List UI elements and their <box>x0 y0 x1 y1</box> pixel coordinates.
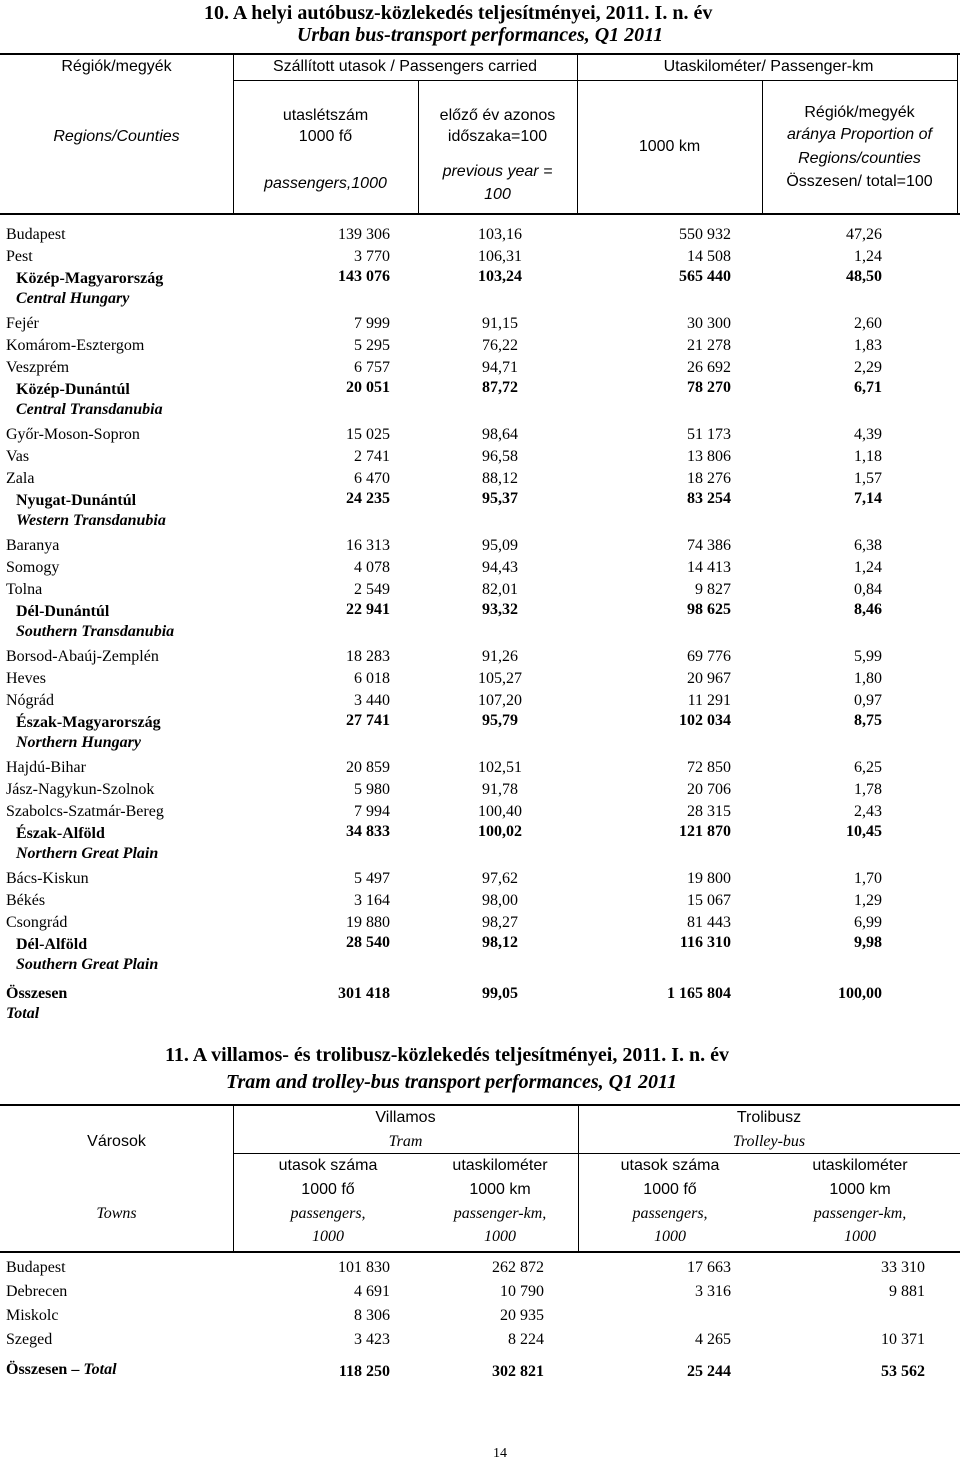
passengers-value: 28 540 <box>346 934 390 951</box>
row-name: Békés <box>6 892 46 909</box>
passengers-value: 19 880 <box>346 914 390 931</box>
tram-pkm-header-hu: utaskilométer <box>452 1157 548 1174</box>
passengers-value: 20 859 <box>346 759 390 776</box>
index-value: 105,27 <box>478 670 522 687</box>
passenger-km-value: 121 870 <box>679 823 731 840</box>
total-v1: 301 418 <box>338 985 390 1002</box>
proportion-value: 48,50 <box>846 268 882 285</box>
passengers-value: 22 941 <box>346 601 390 618</box>
row-name: Nyugat-Dunántúl <box>16 492 137 509</box>
passenger-km-value: 30 300 <box>687 315 731 332</box>
total-v2: 99,05 <box>482 985 518 1002</box>
trolley-passenger-km-value: 33 310 <box>881 1259 925 1276</box>
tram-passengers-value: 8 306 <box>354 1307 390 1324</box>
trolley-pkm-header-en1: passenger-km, <box>813 1205 907 1222</box>
index-value: 100,40 <box>478 803 522 820</box>
row-name-en: Northern Hungary <box>16 734 141 751</box>
passenger-km-value: 28 315 <box>687 803 731 820</box>
col2-header-hu2: időszaka=100 <box>447 128 548 145</box>
page-number: 14 <box>493 1446 507 1461</box>
passengers-value: 139 306 <box>338 226 390 243</box>
total-label-en: Total <box>6 1005 40 1022</box>
index-value: 95,37 <box>482 490 518 507</box>
row-name: Baranya <box>6 537 60 554</box>
tram-passengers-value: 101 830 <box>338 1259 390 1276</box>
proportion-value: 6,71 <box>854 379 882 396</box>
towns-header-en: Towns <box>96 1205 137 1222</box>
col4-header-l4: Összesen/ total=100 <box>786 173 933 190</box>
tram-passenger-km-value: 10 790 <box>500 1283 544 1300</box>
row-name: Pest <box>6 248 33 265</box>
row-name-en: Southern Transdanubia <box>16 623 175 640</box>
col2-header-hu1: előző év azonos <box>439 107 556 124</box>
row-name: Bács-Kiskun <box>6 870 89 887</box>
proportion-value: 47,26 <box>846 226 882 243</box>
proportion-value: 9,98 <box>854 934 882 951</box>
trolley-passenger-km-value: 9 881 <box>889 1283 925 1300</box>
proportion-value: 1,83 <box>854 337 882 354</box>
tram-header-en: Tram <box>388 1133 423 1150</box>
proportion-value: 6,38 <box>854 537 882 554</box>
town-name: Miskolc <box>6 1307 59 1324</box>
col3-header: 1000 km <box>638 138 701 155</box>
row-name: Dél-Dunántúl <box>16 603 110 620</box>
town-name: Budapest <box>6 1259 66 1276</box>
row-name: Közép-Dunántúl <box>16 381 130 398</box>
index-value: 91,26 <box>482 648 518 665</box>
row-name: Heves <box>6 670 46 687</box>
passengers-value: 15 025 <box>346 426 390 443</box>
passenger-km-value: 51 173 <box>687 426 731 443</box>
trolley-header-hu: Trolibusz <box>736 1109 802 1126</box>
towns-header-hu: Városok <box>87 1133 146 1150</box>
passenger-km-value: 102 034 <box>679 712 731 729</box>
town-name: Debrecen <box>6 1283 68 1300</box>
col1-header-unit: 1000 fő <box>298 128 353 145</box>
row-name: Dél-Alföld <box>16 936 88 953</box>
tram-passengers-value: 3 423 <box>354 1331 390 1348</box>
tram-passengers-value: 4 691 <box>354 1283 390 1300</box>
proportion-value: 0,97 <box>854 692 882 709</box>
passengers-value: 5 497 <box>354 870 390 887</box>
t11-total-v3: 25 244 <box>687 1363 731 1380</box>
index-value: 106,31 <box>478 248 522 265</box>
passengers-value: 7 999 <box>354 315 390 332</box>
row-name: Csongrád <box>6 914 68 931</box>
index-value: 98,12 <box>482 934 518 951</box>
passengers-group-header: Szállított utasok / Passengers carried <box>272 58 538 75</box>
proportion-value: 1,18 <box>854 448 882 465</box>
trolley-passengers-value: 3 316 <box>695 1283 731 1300</box>
passenger-km-value: 11 291 <box>687 692 731 709</box>
row-name-en: Central Transdanubia <box>16 401 163 418</box>
t11-total-v4: 53 562 <box>881 1363 925 1380</box>
trolley-pkm-header-hu: utaskilométer <box>812 1157 908 1174</box>
trolley-passengers-value: 17 663 <box>687 1259 731 1276</box>
passenger-km-value: 83 254 <box>687 490 731 507</box>
passenger-km-value: 20 967 <box>687 670 731 687</box>
row-name: Győr-Moson-Sopron <box>6 426 140 443</box>
proportion-value: 6,99 <box>854 914 882 931</box>
passenger-km-value: 74 386 <box>687 537 731 554</box>
proportion-value: 1,24 <box>854 559 882 576</box>
index-value: 98,64 <box>482 426 518 443</box>
passengers-value: 18 283 <box>346 648 390 665</box>
passenger-km-value: 19 800 <box>687 870 731 887</box>
passenger-km-value: 26 692 <box>687 359 731 376</box>
total-label: Összesen <box>6 985 68 1002</box>
row-name-en: Central Hungary <box>16 290 130 307</box>
passenger-km-value: 81 443 <box>687 914 731 931</box>
passenger-km-value: 14 508 <box>687 248 731 265</box>
index-value: 98,00 <box>482 892 518 909</box>
proportion-value: 5,99 <box>854 648 882 665</box>
passenger-km-value: 98 625 <box>687 601 731 618</box>
row-name: Jász-Nagykun-Szolnok <box>6 781 155 798</box>
passenger-km-value: 18 276 <box>687 470 731 487</box>
row-name: Fejér <box>6 315 39 332</box>
index-value: 95,09 <box>482 537 518 554</box>
tram-pass-header-hu: utasok száma <box>278 1157 378 1174</box>
t11-total-label-en: Total <box>83 1361 117 1378</box>
trolley-pass-header-hu: utasok száma <box>620 1157 720 1174</box>
row-name: Nógrád <box>6 692 54 709</box>
col4-header-l2: aránya Proportion of <box>787 126 932 143</box>
passenger-km-value: 20 706 <box>687 781 731 798</box>
passenger-km-value: 13 806 <box>687 448 731 465</box>
proportion-value: 1,57 <box>854 470 882 487</box>
index-value: 94,43 <box>482 559 518 576</box>
t11-total-label <box>6 1361 117 1379</box>
index-value: 98,27 <box>482 914 518 931</box>
row-name-en: Northern Great Plain <box>16 845 159 862</box>
t11-total-v1: 118 250 <box>338 1363 390 1380</box>
trolley-pass-header-en2: 1000 <box>654 1228 686 1245</box>
passengers-value: 3 770 <box>354 248 390 265</box>
proportion-value: 8,46 <box>854 601 882 618</box>
row-name: Szabolcs-Szatmár-Bereg <box>6 803 164 820</box>
passenger-km-value: 78 270 <box>687 379 731 396</box>
passengers-value: 2 549 <box>354 581 390 598</box>
passengers-value: 3 440 <box>354 692 390 709</box>
proportion-value: 2,43 <box>854 803 882 820</box>
passengers-value: 6 757 <box>354 359 390 376</box>
row-name: Budapest <box>6 226 66 243</box>
index-value: 82,01 <box>482 581 518 598</box>
proportion-value: 1,70 <box>854 870 882 887</box>
row-name: Hajdú-Bihar <box>6 759 86 776</box>
passengers-value: 6 018 <box>354 670 390 687</box>
proportion-value: 1,29 <box>854 892 882 909</box>
col2-header-en1: previous year = <box>442 163 553 180</box>
trolley-passenger-km-value: 10 371 <box>881 1331 925 1348</box>
total-v4: 100,00 <box>838 985 882 1002</box>
index-value: 94,71 <box>482 359 518 376</box>
total-v3: 1 165 804 <box>667 985 731 1002</box>
trolley-pkm-header-en2: 1000 <box>844 1228 876 1245</box>
tram-passenger-km-value: 8 224 <box>508 1331 544 1348</box>
index-value: 88,12 <box>482 470 518 487</box>
passengers-value: 6 470 <box>354 470 390 487</box>
index-value: 103,24 <box>478 268 522 285</box>
col4-header-l1: Régiók/megyék <box>804 104 915 121</box>
passengers-value: 24 235 <box>346 490 390 507</box>
passengers-value: 20 051 <box>346 379 390 396</box>
index-value: 91,78 <box>482 781 518 798</box>
passengers-value: 5 980 <box>354 781 390 798</box>
tram-pkm-header-en1: passenger-km, <box>453 1205 547 1222</box>
passengers-value: 2 741 <box>354 448 390 465</box>
row-name-en: Southern Great Plain <box>16 956 159 973</box>
index-value: 102,51 <box>478 759 522 776</box>
tram-passenger-km-value: 20 935 <box>500 1307 544 1324</box>
col1-header-en: passengers,1000 <box>264 175 387 192</box>
passenger-km-value: 9 827 <box>695 581 731 598</box>
trolley-pkm-header-unit: 1000 km <box>829 1181 891 1198</box>
col1-header-hu: utaslétszám <box>282 107 369 124</box>
passengers-value: 34 833 <box>346 823 390 840</box>
row-name: Észak-Alföld <box>16 825 105 842</box>
tram-header-hu: Villamos <box>375 1109 436 1126</box>
index-value: 93,32 <box>482 601 518 618</box>
proportion-value: 1,24 <box>854 248 882 265</box>
proportion-value: 2,60 <box>854 315 882 332</box>
proportion-value: 1,80 <box>854 670 882 687</box>
trolley-pass-header-en1: passengers, <box>632 1205 708 1222</box>
passengers-value: 4 078 <box>354 559 390 576</box>
index-value: 96,58 <box>482 448 518 465</box>
passenger-km-value: 21 278 <box>687 337 731 354</box>
row-name: Tolna <box>6 581 43 598</box>
row-name: Veszprém <box>6 359 70 376</box>
passenger-km-value: 565 440 <box>679 268 731 285</box>
index-value: 76,22 <box>482 337 518 354</box>
passenger-km-value: 72 850 <box>687 759 731 776</box>
passengers-value: 27 741 <box>346 712 390 729</box>
passengers-value: 16 313 <box>346 537 390 554</box>
table11-subtitle: Tram and trolley-bus transport performances, Q1 2011 <box>226 1071 677 1093</box>
index-value: 97,62 <box>482 870 518 887</box>
index-value: 100,02 <box>478 823 522 840</box>
passenger-km-value: 116 310 <box>679 934 731 951</box>
passengers-value: 7 994 <box>354 803 390 820</box>
row-name: Somogy <box>6 559 60 576</box>
index-value: 103,16 <box>478 226 522 243</box>
trolley-header-en: Trolley-bus <box>732 1133 806 1150</box>
proportion-value: 2,29 <box>854 359 882 376</box>
regions-header-en: Regions/Counties <box>53 128 180 145</box>
row-name: Komárom-Esztergom <box>6 337 145 354</box>
t11-total-v2: 302 821 <box>492 1363 544 1380</box>
table11-title: 11. A villamos- és trolibusz-közlekedés teljesítményei, 2011. I. n. év <box>165 1044 730 1066</box>
index-value: 87,72 <box>482 379 518 396</box>
tram-pkm-header-en2: 1000 <box>484 1228 516 1245</box>
passengers-value: 5 295 <box>354 337 390 354</box>
proportion-value: 6,25 <box>854 759 882 776</box>
trolley-pass-header-unit: 1000 fő <box>643 1181 697 1198</box>
passenger-km-group-header: Utaskilométer/ Passenger-km <box>663 58 874 75</box>
row-name: Közép-Magyarország <box>16 270 164 287</box>
tram-passenger-km-value: 262 872 <box>492 1259 544 1276</box>
proportion-value: 1,78 <box>854 781 882 798</box>
proportion-value: 4,39 <box>854 426 882 443</box>
row-name-en: Western Transdanubia <box>16 512 166 529</box>
passenger-km-value: 15 067 <box>687 892 731 909</box>
tram-pkm-header-unit: 1000 km <box>469 1181 531 1198</box>
proportion-value: 8,75 <box>854 712 882 729</box>
col2-header-en2: 100 <box>484 186 511 203</box>
row-name: Észak-Magyarország <box>16 714 161 731</box>
passenger-km-value: 550 932 <box>679 226 731 243</box>
tram-pass-header-unit: 1000 fő <box>301 1181 355 1198</box>
col4-header-l3: Regions/counties <box>798 150 921 167</box>
t11-total-label-hu: Összesen – <box>6 1361 80 1378</box>
regions-header-hu: Régiók/megyék <box>61 58 172 75</box>
proportion-value: 7,14 <box>854 490 882 507</box>
row-name: Vas <box>6 448 30 465</box>
passengers-value: 3 164 <box>354 892 390 909</box>
row-name: Borsod-Abaúj-Zemplén <box>6 648 159 665</box>
index-value: 91,15 <box>482 315 518 332</box>
proportion-value: 0,84 <box>854 581 882 598</box>
proportion-value: 10,45 <box>846 823 882 840</box>
passenger-km-value: 69 776 <box>687 648 731 665</box>
row-name: Zala <box>6 470 35 487</box>
trolley-passengers-value: 4 265 <box>695 1331 731 1348</box>
town-name: Szeged <box>6 1331 53 1348</box>
table10-title: 10. A helyi autóbusz-közlekedés teljesítményei, 2011. I. n. év <box>204 2 713 24</box>
table10-subtitle: Urban bus-transport performances, Q1 2011 <box>296 24 664 46</box>
tram-pass-header-en2: 1000 <box>312 1228 344 1245</box>
passengers-value: 143 076 <box>338 268 390 285</box>
index-value: 107,20 <box>478 692 522 709</box>
tram-pass-header-en1: passengers, <box>290 1205 366 1222</box>
index-value: 95,79 <box>482 712 518 729</box>
passenger-km-value: 14 413 <box>687 559 731 576</box>
